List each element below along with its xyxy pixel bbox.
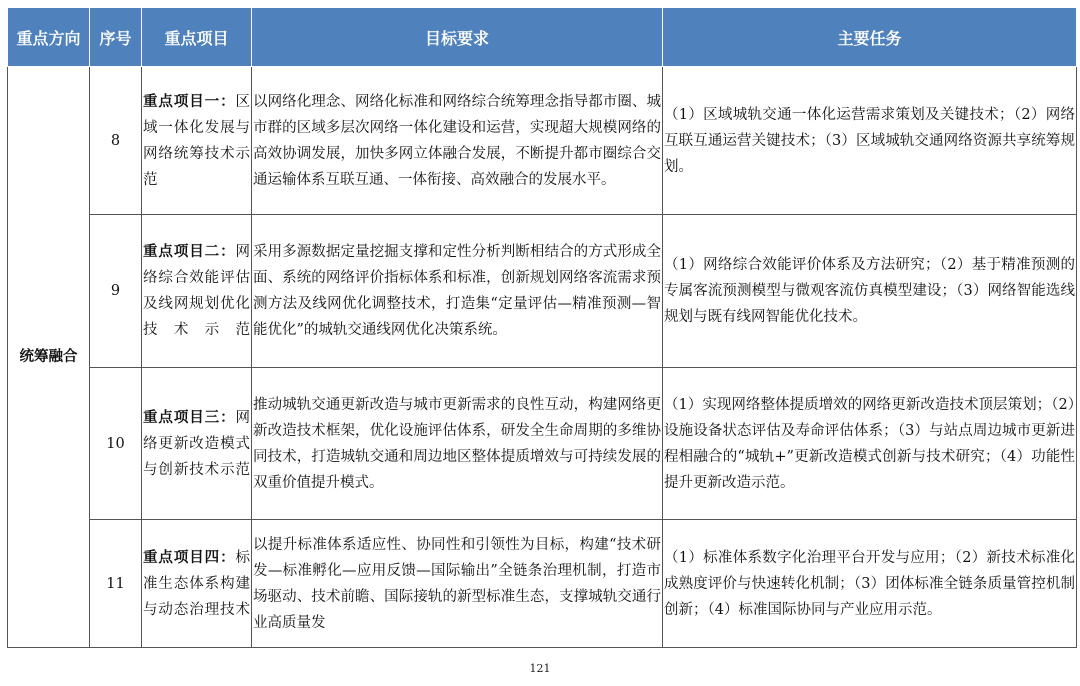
project-cell [142, 67, 252, 215]
header-task: 主要任务 [663, 8, 1077, 67]
header-direction: 重点方向 [8, 8, 90, 67]
goal-cell: 以网络化理念、网络化标准和网络综合统筹理念指导都市圈、城市群的区域多层次网络一体化建设和运营，实现超大规模网络的高效协调发展，加快多网立体融合发展，不断提升都市圈综合交通运输体系互联互通、一体衔接、高效融合的发展水平。 [252, 67, 663, 215]
goal-cell: 采用多源数据定量挖掘支撑和定性分析判断相结合的方式形成全面、系统的网络评价指标体系和标准，创新规划网络客流需求预测方法及线网优化调整技术，打造集“定量评估—精准预测—智能优化”的城轨交通线网优化决策系统。 [252, 215, 663, 368]
row-number: 9 [90, 215, 142, 368]
task-cell: （1）实现网络整体提质增效的网络更新改造技术顶层策划；（2）设施设备状态评估及寿命评估体系；（3）与站点周边城市更新进程相融合的“城轨+”更新改造模式创新与技术研究；（4）功能性提升更新改造示范。 [663, 368, 1077, 520]
table-row [8, 67, 1077, 215]
direction-cell: 统筹融合 [8, 67, 90, 648]
goal-cell: 推动城轨交通更新改造与城市更新需求的良性互动，构建网络更新改造技术框架，优化设施评估体系，研发全生命周期的多维协同技术，打造城轨交通和周边地区整体提质增效与可持续发展的双重价值提升模式。 [252, 368, 663, 520]
row-number: 8 [90, 67, 142, 215]
project-cell [142, 368, 252, 520]
row-number: 11 [90, 520, 142, 648]
table-row [8, 368, 1077, 520]
project-tag: 重点项目三： [143, 409, 236, 426]
goal-cell: 以提升标准体系适应性、协同性和引领性为目标，构建“技术研发—标准孵化—应用反馈—国际输出”全链条治理机制，打造市场驱动、技术前瞻、国际接轨的新型标准生态，支撑城轨交通行业高质量发 [252, 520, 663, 648]
project-tag: 重点项目二： [143, 244, 236, 260]
project-name: 网络综合效能评估及线网规划优化技术示范 [143, 244, 250, 338]
table-header-row [8, 8, 1077, 67]
project-cell [142, 520, 252, 648]
task-cell: （1）标准体系数字化治理平台开发与应用；（2）新技术标准化成熟度评价与快速转化机制；（3）团体标准全链条质量管控机制创新；（4）标准国际协同与产业应用示范。 [663, 520, 1077, 648]
task-cell: （1）区域城轨交通一体化运营需求策划及关键技术；（2）网络互联互通运营关键技术；（3）区域城轨交通网络资源共享统筹规划。 [663, 67, 1077, 215]
project-tag: 重点项目四： [143, 549, 236, 566]
project-tag: 重点项目一： [143, 93, 236, 110]
project-name: 标准生态体系构建与动态治理技术 [143, 549, 250, 618]
project-cell [142, 215, 252, 368]
project-name: 网络更新改造模式与创新技术示范 [143, 409, 250, 478]
project-name: 区域一体化发展与网络统筹技术示范 [143, 93, 250, 188]
header-goal: 目标要求 [252, 8, 663, 67]
table-row [8, 215, 1077, 368]
key-projects-table [7, 7, 1077, 648]
row-number: 10 [90, 368, 142, 520]
header-num: 序号 [90, 8, 142, 67]
task-cell: （1）网络综合效能评价体系及方法研究；（2）基于精准预测的专属客流预测模型与微观客流仿真模型建设；（3）网络智能选线规划与既有线网智能优化技术。 [663, 215, 1077, 368]
table-row [8, 520, 1077, 648]
page-number: 121 [529, 662, 551, 675]
header-project: 重点项目 [142, 8, 252, 67]
